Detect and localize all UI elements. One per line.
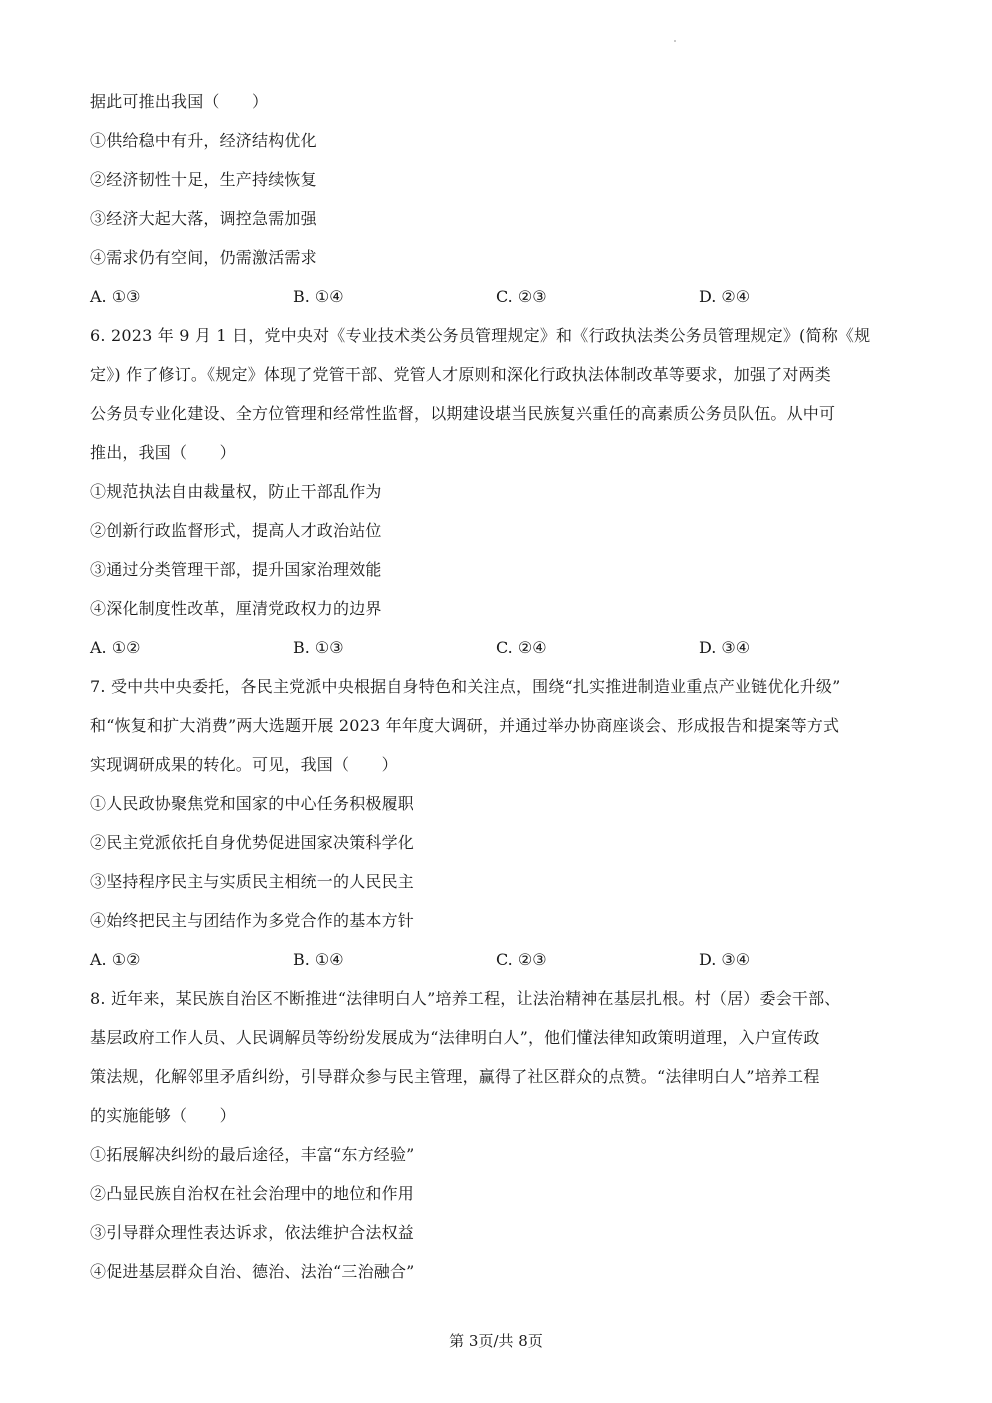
answer-options (90, 940, 910, 979)
statement-item: ③通过分类管理干部，提升国家治理效能 (90, 560, 382, 579)
statement-item: ①拓展解决纠纷的最后途径，丰富“东方经验” (90, 1145, 415, 1164)
question-stem-line: 定》) 作了修订。《规定》体现了党管干部、党管人才原则和深化行政执法体制改革等要求，加强了对两类 (90, 365, 831, 384)
question-5-tail (90, 82, 910, 316)
option-b: B. ①④ (293, 287, 344, 306)
statement-item: ③引导群众理性表达诉求，依法维护合法权益 (90, 1223, 415, 1242)
statement-item: ④需求仍有空间，仍需激活需求 (90, 248, 317, 267)
question-8 (90, 979, 910, 1291)
statement-item: ②凸显民族自治权在社会治理中的地位和作用 (90, 1184, 415, 1203)
scan-dot (674, 40, 676, 42)
page-content (90, 82, 910, 1291)
answer-options (90, 628, 910, 667)
statement-item: ①人民政协聚焦党和国家的中心任务积极履职 (90, 794, 415, 813)
statement-item: ①规范执法自由裁量权，防止干部乱作为 (90, 482, 382, 501)
question-stem-line: 的实施能够（ ） (90, 1106, 236, 1125)
option-a: A. ①③ (90, 287, 141, 306)
question-stem-line: 推出，我国（ ） (90, 443, 236, 462)
option-c: C. ②④ (496, 638, 547, 657)
question-7 (90, 667, 910, 979)
option-c: C. ②③ (496, 287, 547, 306)
question-stem-line: 基层政府工作人员、人民调解员等纷纷发展成为“法律明白人”，他们懂法律知政策明道理，入户宣传政 (90, 1028, 820, 1047)
statement-item: ②创新行政监督形式，提高人才政治站位 (90, 521, 382, 540)
statement-item: ④促进基层群众自治、德治、法治“三治融合” (90, 1262, 415, 1281)
statement-item: ②经济韧性十足，生产持续恢复 (90, 170, 317, 189)
question-stem-line: 策法规，化解邻里矛盾纠纷，引导群众参与民主管理，赢得了社区群众的点赞。“法律明白人”培养工程 (90, 1067, 820, 1086)
statement-item: ①供给稳中有升，经济结构优化 (90, 131, 317, 150)
question-stem-line: 和“恢复和扩大消费”两大选题开展 2023 年年度大调研，并通过举办协商座谈会、形成报告和提案等方式 (90, 716, 840, 735)
option-a: A. ①② (90, 638, 141, 657)
page-number: 第 3页/共 8页 (449, 1332, 543, 1350)
option-c: C. ②③ (496, 950, 547, 969)
question-stem-line: 6. 2023 年 9 月 1 日，党中央对《专业技术类公务员管理规定》和《行政执法类公务员管理规定》(简称《规 (90, 326, 871, 345)
statement-item: ②民主党派依托自身优势促进国家决策科学化 (90, 833, 415, 852)
option-b: B. ①④ (293, 950, 344, 969)
option-a: A. ①② (90, 950, 141, 969)
question-stem-line: 8. 近年来，某民族自治区不断推进“法律明白人”培养工程，让法治精神在基层扎根。村（居）委会干部、 (90, 989, 841, 1008)
question-6 (90, 316, 910, 667)
statement-item: ④始终把民主与团结作为多党合作的基本方针 (90, 911, 415, 930)
option-d: D. ③④ (699, 950, 751, 969)
question-stem-line: 7. 受中共中央委托，各民主党派中央根据自身特色和关注点，围绕“扎实推进制造业重点产业链优化升级” (90, 677, 841, 696)
option-d: D. ③④ (699, 638, 751, 657)
statement-item: ④深化制度性改革，厘清党政权力的边界 (90, 599, 382, 618)
question-stem: 据此可推出我国（ ） (90, 92, 269, 111)
option-b: B. ①③ (293, 638, 344, 657)
option-d: D. ②④ (699, 287, 751, 306)
statement-item: ③经济大起大落，调控急需加强 (90, 209, 317, 228)
question-stem-line: 实现调研成果的转化。可见，我国（ ） (90, 755, 398, 774)
answer-options (90, 277, 910, 316)
question-stem-line: 公务员专业化建设、全方位管理和经常性监督，以期建设堪当民族复兴重任的高素质公务员队伍。从中可 (90, 404, 836, 423)
statement-item: ③坚持程序民主与实质民主相统一的人民民主 (90, 872, 415, 891)
